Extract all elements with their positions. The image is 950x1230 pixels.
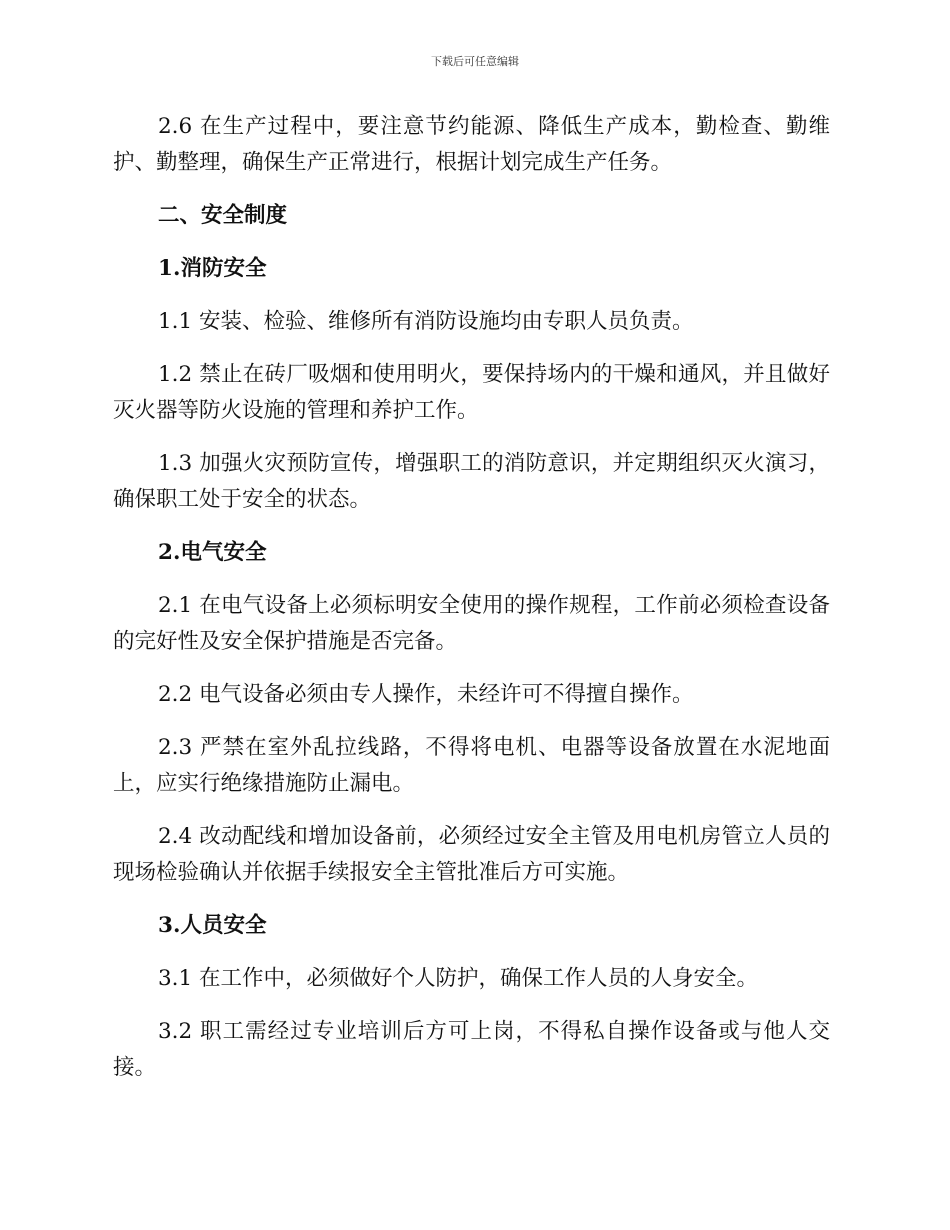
paragraph-2-6 <box>113 109 830 181</box>
subsection-heading-electrical-safety <box>113 535 830 571</box>
paragraph-line: 现场检验确认并依据手续报安全主管批准后方可实施。 <box>113 860 630 885</box>
paragraph-2-2 <box>113 677 830 713</box>
paragraph-2-4 <box>113 819 830 891</box>
subsection-heading-text: 3.人员安全 <box>158 913 267 938</box>
paragraph-line: 上，应实行绝缘措施防止漏电。 <box>113 771 415 796</box>
paragraph-1-2 <box>113 357 830 429</box>
subsection-heading-personnel-safety <box>113 908 830 944</box>
section-heading-safety-system <box>113 198 830 234</box>
paragraph-3-2 <box>113 1014 830 1086</box>
paragraph-line: 灭火器等防火设施的管理和养护工作。 <box>113 398 479 423</box>
paragraph-line: 2.3 严禁在室外乱拉线路，不得将电机、电器等设备放置在水泥地面 <box>158 735 830 760</box>
paragraph-line: 护、勤整理，确保生产正常进行，根据计划完成生产任务。 <box>113 150 673 175</box>
paragraph-line: 2.4 改动配线和增加设备前，必须经过安全主管及用电机房管立人员的 <box>158 824 830 849</box>
paragraph-line: 1.1 安装、检验、维修所有消防设施均由专职人员负责。 <box>158 309 694 334</box>
paragraph-line: 确保职工处于安全的状态。 <box>113 487 372 512</box>
paragraph-line: 的完好性及安全保护措施是否完备。 <box>113 629 458 654</box>
page-header-note: 下载后可任意编辑 <box>431 55 519 68</box>
paragraph-line: 2.6 在生产过程中，要注意节约能源、降低生产成本，勤检查、勤维 <box>158 114 830 139</box>
paragraph-line: 3.2 职工需经过专业培训后方可上岗，不得私自操作设备或与他人交 <box>158 1019 830 1044</box>
paragraph-line: 2.1 在电气设备上必须标明安全使用的操作规程，工作前必须检查设备 <box>158 593 830 618</box>
paragraph-1-3 <box>113 446 830 518</box>
paragraph-2-1 <box>113 588 830 660</box>
paragraph-line: 2.2 电气设备必须由专人操作，未经许可不得擅自操作。 <box>158 682 694 707</box>
paragraph-1-1 <box>113 304 830 340</box>
paragraph-2-3 <box>113 730 830 802</box>
paragraph-line: 3.1 在工作中，必须做好个人防护，确保工作人员的人身安全。 <box>158 966 759 991</box>
paragraph-line: 1.3 加强火灾预防宣传，增强职工的消防意识，并定期组织灭火演习， <box>158 451 830 476</box>
section-heading-text: 二、安全制度 <box>158 203 288 228</box>
paragraph-line: 1.2 禁止在砖厂吸烟和使用明火，要保持场内的干燥和通风，并且做好 <box>158 362 830 387</box>
paragraph-3-1 <box>113 961 830 997</box>
subsection-heading-text: 2.电气安全 <box>158 540 267 565</box>
subsection-heading-text: 1.消防安全 <box>158 256 267 281</box>
document-body <box>113 109 830 1103</box>
subsection-heading-fire-safety <box>113 251 830 287</box>
paragraph-line: 接。 <box>113 1055 157 1080</box>
